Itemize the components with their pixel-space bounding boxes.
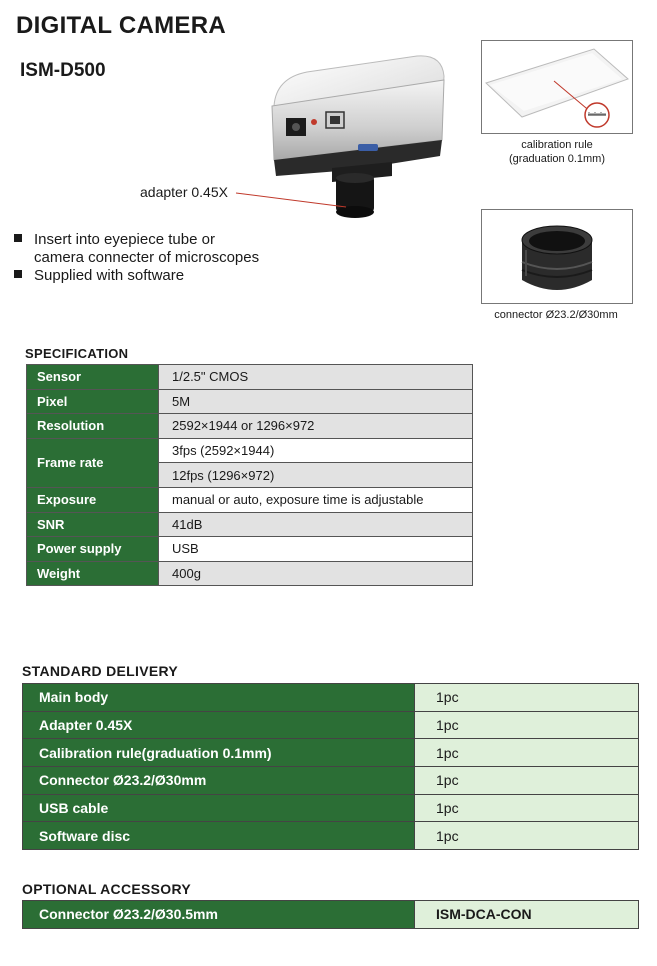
feature-item — [14, 231, 259, 267]
camera-image — [262, 48, 457, 228]
spec-value: 1/2.5" CMOS — [159, 365, 473, 390]
delivery-item: Connector Ø23.2/Ø30mm — [23, 767, 415, 795]
spec-value: manual or auto, exposure time is adjustable — [159, 487, 473, 512]
table-row — [27, 512, 473, 537]
table-row — [23, 739, 639, 767]
delivery-qty: 1pc — [415, 711, 639, 739]
spec-key: Power supply — [27, 537, 159, 562]
table-row — [27, 365, 473, 390]
feature-item — [14, 267, 184, 285]
delivery-item: Software disc — [23, 822, 415, 850]
delivery-qty: 1pc — [415, 767, 639, 795]
feature-text-continued: camera connecter of microscopes — [34, 249, 260, 266]
model-number: ISM-D500 — [20, 60, 106, 81]
spec-key: Exposure — [27, 487, 159, 512]
delivery-item: Calibration rule(graduation 0.1mm) — [23, 739, 415, 767]
table-row — [23, 711, 639, 739]
table-row — [27, 487, 473, 512]
table-row — [23, 767, 639, 795]
standard-delivery-heading: STANDARD DELIVERY — [22, 663, 178, 679]
table-row — [23, 822, 639, 850]
specification-heading: SPECIFICATION — [25, 346, 129, 361]
calibration-rule-caption — [481, 138, 633, 166]
spec-value: 12fps (1296×972) — [159, 463, 473, 488]
delivery-item: Main body — [23, 684, 415, 712]
bullet-icon — [14, 270, 22, 278]
optional-accessory-table — [22, 900, 639, 929]
spec-value: 2592×1944 or 1296×972 — [159, 414, 473, 439]
spec-key: Frame rate — [27, 438, 159, 487]
spec-value: 400g — [159, 561, 473, 586]
optional-accessory-heading: OPTIONAL ACCESSORY — [22, 881, 192, 897]
bullet-icon — [14, 234, 22, 242]
feature-text: Supplied with software — [34, 267, 185, 284]
calibration-caption-line1: calibration rule — [521, 139, 593, 151]
spec-value: 3fps (2592×1944) — [159, 438, 473, 463]
spec-key: SNR — [27, 512, 159, 537]
accessory-item: Connector Ø23.2/Ø30.5mm — [23, 901, 415, 929]
table-row — [23, 684, 639, 712]
spec-key: Resolution — [27, 414, 159, 439]
spec-value: 5M — [159, 389, 473, 414]
spec-key: Weight — [27, 561, 159, 586]
adapter-label: adapter 0.45X — [140, 184, 228, 200]
table-row — [23, 794, 639, 822]
calibration-caption-line2: (graduation 0.1mm) — [509, 153, 605, 165]
standard-delivery-table — [22, 683, 639, 850]
spec-value: 41dB — [159, 512, 473, 537]
table-row — [27, 537, 473, 562]
spec-value: USB — [159, 537, 473, 562]
spec-key: Pixel — [27, 389, 159, 414]
calibration-rule-image-frame — [481, 40, 633, 134]
delivery-item: USB cable — [23, 794, 415, 822]
delivery-qty: 1pc — [415, 739, 639, 767]
spec-key: Sensor — [27, 365, 159, 390]
table-row — [27, 414, 473, 439]
connector-image — [482, 210, 632, 303]
table-row — [27, 561, 473, 586]
page-title: DIGITAL CAMERA — [16, 12, 226, 39]
feature-text: Insert into eyepiece tube or — [34, 231, 215, 248]
delivery-item: Adapter 0.45X — [23, 711, 415, 739]
delivery-qty: 1pc — [415, 794, 639, 822]
connector-image-frame — [481, 209, 633, 304]
connector-caption: connector Ø23.2/Ø30mm — [494, 309, 618, 321]
table-row — [23, 901, 639, 929]
calibration-rule-image — [482, 41, 632, 133]
table-row — [27, 389, 473, 414]
delivery-qty: 1pc — [415, 684, 639, 712]
delivery-qty: 1pc — [415, 822, 639, 850]
accessory-code: ISM-DCA-CON — [415, 901, 639, 929]
specification-table — [26, 364, 473, 586]
table-row — [27, 438, 473, 463]
